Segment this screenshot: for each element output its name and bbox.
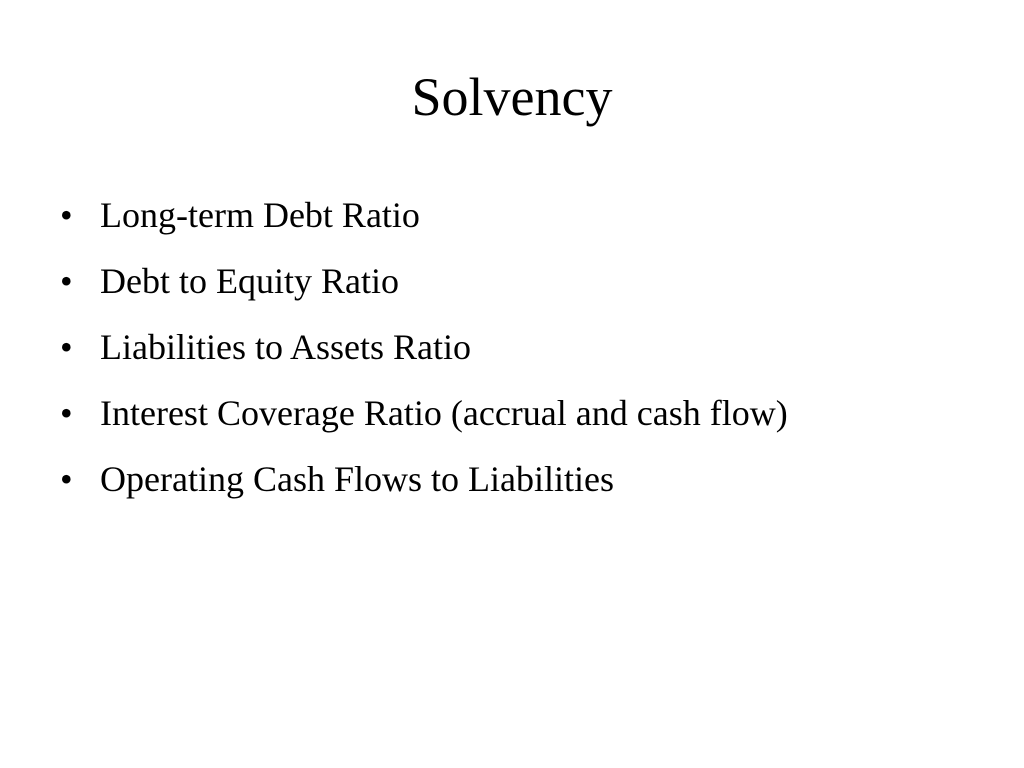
bullet-marker: • bbox=[60, 195, 73, 235]
slide-title: Solvency bbox=[411, 67, 613, 127]
bullet-text: Liabilities to Assets Ratio bbox=[100, 327, 471, 367]
bullet-text: Long-term Debt Ratio bbox=[100, 195, 420, 235]
bullet-text: Interest Coverage Ratio (accrual and cash flow) bbox=[100, 393, 788, 433]
bullet-marker: • bbox=[60, 459, 73, 499]
bullet-text: Operating Cash Flows to Liabilities bbox=[100, 459, 614, 499]
bullet-item-liabilities-to-assets-ratio bbox=[56, 322, 886, 372]
bullet-item-interest-coverage-ratio bbox=[56, 388, 886, 438]
bullet-text: Debt to Equity Ratio bbox=[100, 261, 399, 301]
bullet-list bbox=[56, 190, 886, 520]
bullet-item-operating-cash-flows-to-liabilities bbox=[56, 454, 886, 504]
bullet-marker: • bbox=[60, 393, 73, 433]
bullet-item-long-term-debt-ratio bbox=[56, 190, 886, 240]
bullet-item-debt-to-equity-ratio bbox=[56, 256, 886, 306]
bullet-marker: • bbox=[60, 261, 73, 301]
bullet-marker: • bbox=[60, 327, 73, 367]
